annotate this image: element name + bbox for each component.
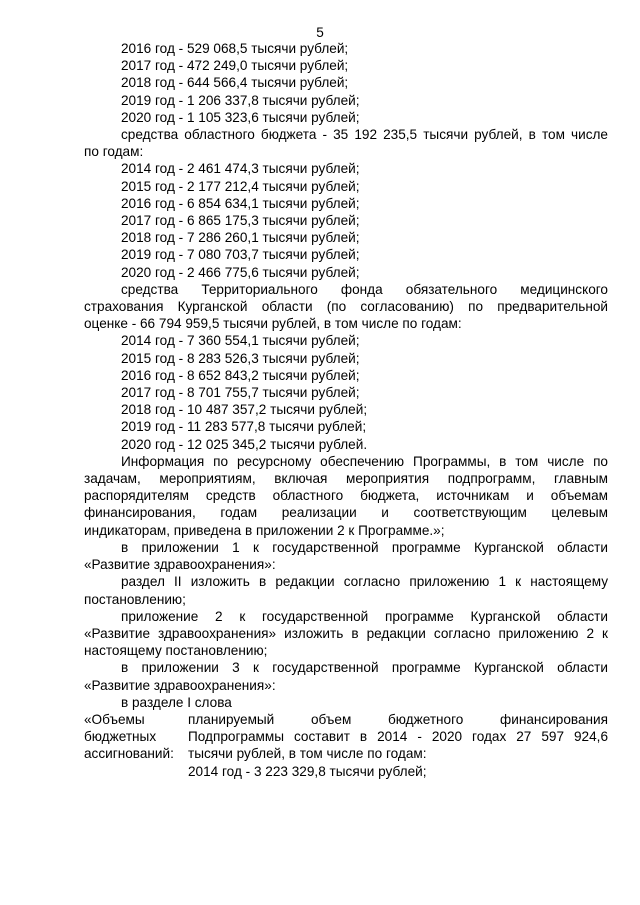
text-line: в приложении 1 к государственной программе Курганской области [121, 539, 608, 555]
text-line: 2020 год - 1 105 323,6 тысячи рублей; [121, 109, 360, 125]
text-line: Информация по ресурсному обеспечению Программы, в том числе по [121, 453, 608, 469]
text-line: задачам, мероприятиям, включая мероприятия подпрограмм, главным [84, 471, 608, 487]
text-line: 2018 год - 10 487 357,2 тысячи рублей; [121, 402, 368, 418]
page-number: 5 [316, 25, 324, 40]
table-label: «Объемы [84, 711, 145, 727]
text-line: «Развитие здравоохранения»: [84, 557, 276, 573]
text-line: 2017 год - 6 865 175,3 тысячи рублей; [121, 213, 360, 229]
text-line: 2018 год - 7 286 260,1 тысячи рублей; [121, 230, 360, 246]
text-line: средства областного бюджета - 35 192 235,5 тысячи рублей, в том числе [121, 127, 608, 143]
text-line: 2020 год - 2 466 775,6 тысячи рублей; [121, 264, 360, 280]
text-line: 2017 год - 472 249,0 тысячи рублей; [121, 58, 349, 74]
text-line: страхования Курганской области (по согласованию) по предварительной [84, 299, 608, 315]
table-label: ассигнований: [84, 746, 174, 762]
text-line: по годам: [84, 144, 144, 160]
text-line: финансирования, годам реализации и соответствующим целевым [84, 505, 608, 521]
text-line: средства Территориального фонда обязательного медицинского [121, 281, 608, 297]
text-line: 2019 год - 7 080 703,7 тысячи рублей; [121, 247, 360, 263]
text-line: 2016 год - 6 854 634,1 тысячи рублей; [121, 195, 360, 211]
table-text: 2014 год - 3 223 329,8 тысячи рублей; [188, 763, 427, 779]
table-text: тысячи рублей, в том числе по годам: [188, 746, 427, 762]
text-line: 2015 год - 8 283 526,3 тысячи рублей; [121, 350, 360, 366]
text-line: приложение 2 к государственной программе Курганской области [121, 608, 608, 624]
text-line: распорядителям средств областного бюджета, источникам и объемам [84, 488, 608, 504]
table-label: бюджетных [84, 729, 157, 745]
text-line: 2017 год - 8 701 755,7 тысячи рублей; [121, 385, 360, 401]
text-line: 2016 год - 8 652 843,2 тысячи рублей; [121, 367, 360, 383]
table-left-column [84, 711, 188, 780]
text-line: постановлению; [84, 591, 186, 607]
text-line: 2019 год - 1 206 337,8 тысячи рублей; [121, 92, 360, 108]
text-line: 2019 год - 11 283 577,8 тысячи рублей; [121, 419, 367, 435]
text-line: 2016 год - 529 068,5 тысячи рублей; [121, 41, 349, 56]
text-lines [84, 40, 608, 711]
budget-table [84, 711, 608, 780]
table-right-column [188, 711, 608, 780]
text-line: раздел II изложить в редакции согласно приложению 1 к настоящему [121, 574, 608, 590]
table-text: планируемый объем бюджетного финансирования [188, 711, 608, 727]
text-line: оценке - 66 794 959,5 тысячи рублей, в том числе по годам: [84, 316, 462, 332]
text-line: настоящему постановлению; [84, 643, 268, 659]
text-line: 2015 год - 2 177 212,4 тысячи рублей; [121, 178, 360, 194]
text-line: в приложении 3 к государственной программе Курганской области [121, 660, 608, 676]
text-line: 2018 год - 644 566,4 тысячи рублей; [121, 75, 349, 91]
text-line: индикаторам, приведена в приложении 2 к Программе.»; [84, 522, 445, 538]
table-text: Подпрограммы составит в 2014 - 2020 годах 27 597 924,6 [188, 729, 608, 745]
text-line: «Развитие здравоохранения» изложить в редакции согласно приложению 2 к [84, 625, 608, 641]
text-line: 2020 год - 12 025 345,2 тысячи рублей. [121, 436, 368, 452]
document-body [84, 40, 608, 780]
text-line: 2014 год - 2 461 474,3 тысячи рублей; [121, 161, 360, 177]
text-line: «Развитие здравоохранения»: [84, 677, 276, 693]
text-line: в разделе I слова [121, 694, 232, 710]
text-line: 2014 год - 7 360 554,1 тысячи рублей; [121, 333, 360, 349]
